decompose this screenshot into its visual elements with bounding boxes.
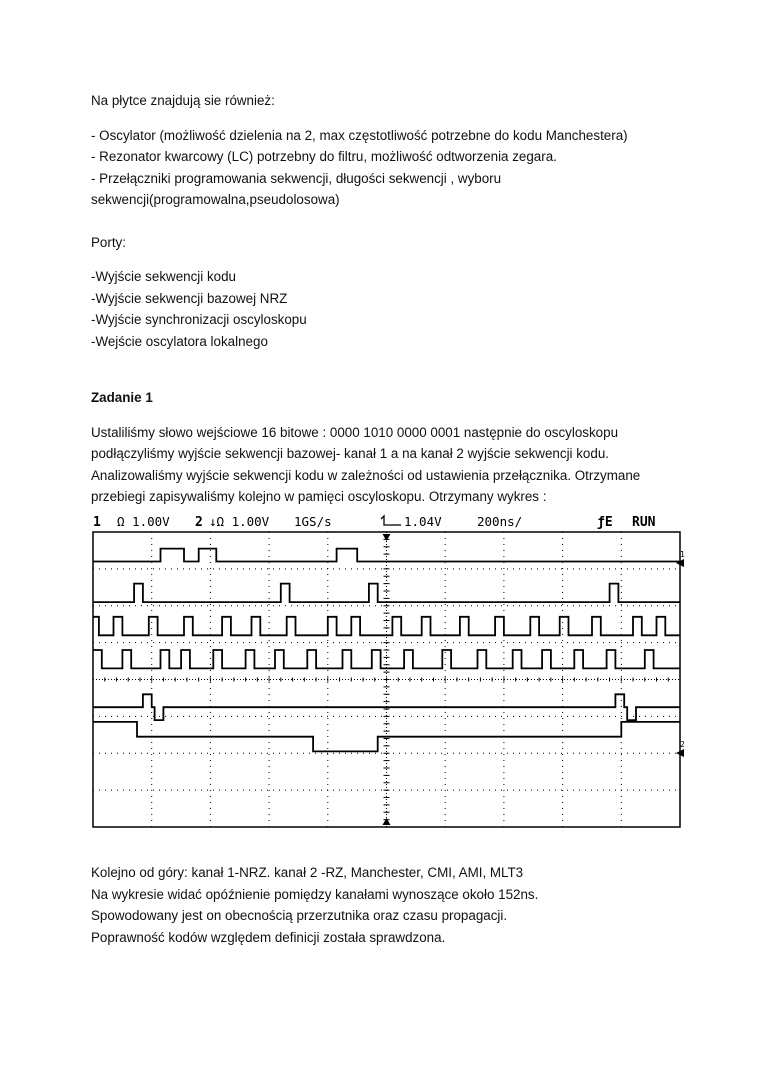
port-item: -Wejście oscylatora lokalnego: [91, 334, 268, 349]
graticule-grid: [93, 532, 680, 827]
trace-mlt3: [93, 722, 680, 752]
feature-line: - Oscylator (możliwość dzielenia na 2, max częstotliwość potrzebne do kodu Manchestera): [91, 128, 628, 143]
conclusion-line: Spowodowany jest on obecnością przerzutnika oraz czasu propagacji.: [91, 908, 508, 923]
conclusion-line: Poprawność kodów względem definicji została sprawdzona.: [91, 930, 446, 945]
ch2-number: 2: [195, 515, 203, 530]
conclusion-line: Kolejno od góry: kanał 1-NRZ. kanał 2 -RZ, Manchester, CMI, AMI, MLT3: [91, 865, 524, 880]
intro-text: Na płytce znajdują sie również:: [91, 93, 275, 108]
oscilloscope-chart: [91, 513, 686, 835]
ch1-scale: Ω 1.00V: [117, 514, 170, 529]
task-heading: Zadanie 1: [91, 390, 153, 405]
timebase: 200ns/: [477, 514, 523, 529]
task-paragraph-line: Analizowaliśmy wyjście sekwencji kodu w zależności od ustawienia przełącznika. Otrzymane: [91, 468, 641, 483]
task-paragraph-line: Ustaliliśmy słowo wejściowe 16 bitowe : 0000 1010 0000 0001 następnie do oscyloskopu: [91, 425, 619, 440]
trigger-position-marker: [383, 534, 391, 541]
trigger-edge-icon: [381, 516, 401, 525]
trigger-level: 1.04V: [404, 514, 442, 529]
conclusion-line: Na wykresie widać opóźnienie pomiędzy kanałami wynoszące około 152ns.: [91, 887, 539, 902]
feature-line: - Przełączniki programowania sekwencji, długości sekwencji , wyboru: [91, 171, 502, 186]
task-paragraph-line: przebiegi zapisywaliśmy kolejno w pamięci oscyloskopu. Otrzymany wykres :: [91, 489, 547, 504]
feature-line: sekwencji(programowalna,pseudolosowa): [91, 192, 340, 207]
ch1-marker: [676, 550, 685, 567]
svg-text:2: 2: [680, 740, 685, 749]
ch2-scale: ↓Ω 1.00V: [209, 514, 270, 529]
port-item: -Wyjście sekwencji bazowej NRZ: [91, 291, 288, 306]
feature-line: - Rezonator kwarcowy (LC) potrzebny do filtru, możliwość odtworzenia zegara.: [91, 149, 557, 164]
ch1-number: 1: [93, 515, 101, 530]
ports-heading: Porty:: [91, 235, 126, 250]
oscilloscope-screenshot: [91, 513, 686, 835]
ch2-marker: [676, 740, 685, 757]
run-state: RUN: [632, 515, 656, 530]
sample-rate: 1GS/s: [294, 514, 332, 529]
trigger-slope: ƒE: [597, 515, 613, 530]
trigger-position-marker: [383, 818, 391, 825]
port-item: -Wyjście sekwencji kodu: [91, 269, 236, 284]
task-paragraph-line: podłączyliśmy wyjście sekwencji bazowej- kanał 1 a na kanał 2 wyjście sekwencji kodu.: [91, 446, 609, 461]
port-item: -Wyjście synchronizacji oscyloskopu: [91, 312, 307, 327]
svg-text:1: 1: [680, 550, 685, 559]
